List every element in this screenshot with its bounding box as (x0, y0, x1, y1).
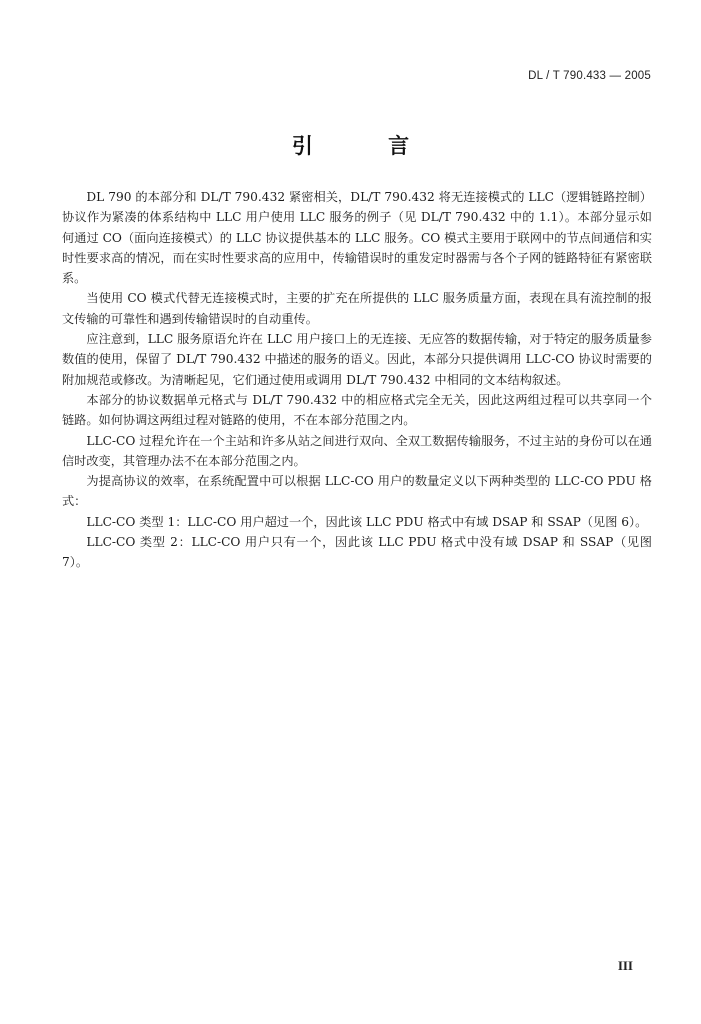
paragraph-service-primitives: 应注意到，LLC 服务原语允许在 LLC 用户接口上的无连接、无应答的数据传输，对于特定的服务质量参数值的使用，保留了 DL/T 790.432 中描述的服务的语义。因此，本部分只提供调用 LLC-CO 协议时需要的附加规范或修改。为清晰起见，它们通过使用或调用 DL/T 790.432 中相同的文本结构叙述。 (62, 332, 652, 387)
paragraph-type-1: LLC-CO 类型 1：LLC-CO 用户超过一个，因此该 LLC PDU 格式中有域 DSAP 和 SSAP（见图 6）。 (86, 514, 648, 529)
section-title: 引 言 (291, 134, 444, 158)
paragraph-relation: DL 790 的本部分和 DL/T 790.432 紧密相关，DL/T 790.432 将无连接模式的 LLC（逻辑链路控制）协议作为紧凑的体系结构中 LLC 用户使用 LLC 服务的例子（见 DL/T 790.432 中的 1.1）。本部分显示如何通过 CO（面向连接模式）的 LLC 协议提供基本的 LLC 服务。CO 模式主要用于联网中的节点间通信和实时性要求高的情况，而在实时性要求高的应用中，传输错误时的重发定时器需与各个子网的链路特征有紧密联系。 (62, 190, 652, 286)
paragraph-llc-co-procedure: LLC-CO 过程允许在一个主站和许多从站之间进行双向、全双工数据传输服务，不过主站的身份可以在通信时改变，其管理办法不在本部分范围之内。 (62, 433, 652, 468)
introduction-body (62, 187, 652, 573)
page-number: III (617, 958, 633, 973)
standard-number-header: DL / T 790.433 — 2005 (528, 70, 651, 82)
paragraph-pdu-types-intro: 为提高协议的效率，在系统配置中可以根据 LLC-CO 用户的数量定义以下两种类型的 LLC-CO PDU 格式： (62, 474, 652, 509)
paragraph-co-extension: 当使用 CO 模式代替无连接模式时，主要的扩充在所提供的 LLC 服务质量方面，表现在具有流控制的报文传输的可靠性和遇到传输错误时的自动重传。 (62, 291, 652, 326)
paragraph-pdu-format: 本部分的协议数据单元格式与 DL/T 790.432 中的相应格式完全无关，因此这两组过程可以共享同一个链路。如何协调这两组过程对链路的使用，不在本部分范围之内。 (62, 392, 652, 428)
paragraph-type-2: LLC-CO 类型 2：LLC-CO 用户只有一个，因此该 LLC PDU 格式中没有域 DSAP 和 SSAP（见图 7）。 (62, 535, 652, 570)
